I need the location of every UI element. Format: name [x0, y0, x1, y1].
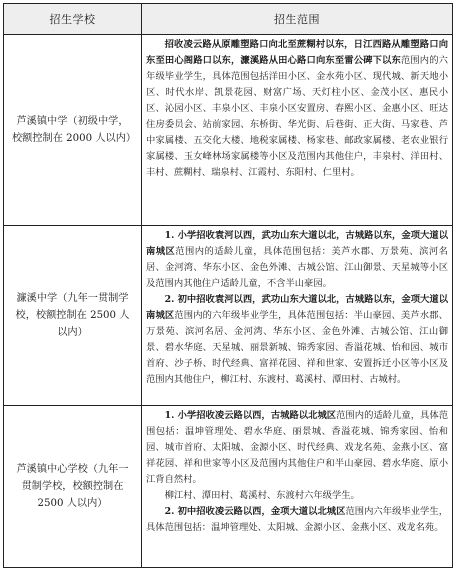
- range-text: 范围内的适龄儿童，具体范围包括：温坤管理处、碧水华庭、丽景城、香溢花城、锦秀家园、怡和园、城市首府、太阳城、金源小区、时代经典、戏龙名苑、金燕小区、富祥花园、祥和世家等小区及范围内其他住户和半山豪园、碧水华庭、原小江背自然村。: [146, 410, 448, 485]
- school-name: 芦溪镇中心学校（九年一贯制学校，校额控制在 2500 人以内）: [4, 406, 142, 568]
- school-name: 濂溪中学（九年一贯制学校，校额控制在 2500 人以内）: [4, 226, 142, 406]
- range-paragraph: [146, 228, 448, 292]
- enrollment-zone-table: [3, 3, 453, 568]
- range-paragraph: [146, 37, 448, 181]
- range-emphasis: 1. 小学招收凌云路以西，古城路以北城区: [164, 410, 337, 421]
- range-text: 柳江村、潭田村、葛溪村、东渡村六年级学生。: [164, 490, 360, 501]
- school-name: 芦溪镇中学（初级中学，校额控制在 2000 人以内）: [4, 35, 142, 226]
- header-school: 招生学校: [4, 4, 142, 35]
- table-row: [4, 226, 453, 406]
- range-emphasis: 2. 初中招收袁河以西，武功山东大道以北，古城路以东，金项大道以南城区: [146, 294, 448, 321]
- range-paragraph: [146, 408, 448, 488]
- range-text: 范围内的六年级毕业学生，具体范围包括洋田小区、金水苑小区、现代城、新天地小区、时代水岸、凯景花园、财富广场、天灯柱小区、金茂小区、惠民小区、沁园小区、丰泉小区、丰泉小区安置房、春熙小区、金惠小区、旺达住房委员会、站前家园、东桥街、华光街、后巷街、正大街、马家巷、芦中家属楼、五交化大楼、地税家属楼、杨家巷、邮政家属楼、老农业银行家属楼、玉女峰林场家属楼等小区及范围内其他住户，丰泉村、洋田村、丰村、蔗糊村、瑞泉村、江霞村、东阳村、仁里村。: [146, 55, 448, 178]
- range-paragraph: [146, 504, 448, 536]
- range-emphasis: 招收凌云路从原雕塑路口向北至蔗糊村以东，日江西路从雕塑路口向东至田心阁路口以东，濂溪路从田心路口向东至雷公碑下以东: [146, 39, 448, 66]
- range-text: 范围内的适龄儿童，具体范围包括：美芦水郡、万景苑、滨河名居、金河湾、华东小区、金色外滩、古城公馆、江山御景、天星城等小区及范围内其他住户适龄儿童，不含半山豪园。: [146, 246, 448, 289]
- enrollment-range: [142, 226, 453, 406]
- range-paragraph: [146, 292, 448, 388]
- range-emphasis: 2. 初中招收凌云路以西，金项大道以北城区: [164, 506, 346, 517]
- range-text: 范围内的六年级毕业学生，具体范围包括：半山豪园、美芦水郡、万景苑、滨河名居、金河湾、华东小区、金色外滩、古城公馆、江山御景、碧水华庭、天星城、丽景新城、锦秀家园、香溢花城、怡和园、城市首府、沙子桥、时代经典、富祥花园、祥和世家、安置拆迁小区等小区及范围内其他住户，柳江村、东渡村、葛溪村、潭田村、古城村。: [146, 310, 448, 385]
- range-paragraph: [146, 488, 448, 504]
- enrollment-range: [142, 406, 453, 568]
- table-row: [4, 406, 453, 568]
- header-range: 招生范围: [142, 4, 453, 35]
- range-text: 范围内六年级毕业学生，具体范围包括：温坤管理处、太阳城、金源小区、金燕小区、戏龙名苑。: [146, 506, 448, 533]
- range-emphasis: 1. 小学招收袁河以西，武功山东大道以北，古城路以东，金项大道以南城区: [146, 230, 448, 257]
- enrollment-range: [142, 35, 453, 226]
- header-row: [4, 4, 453, 35]
- table-row: [4, 35, 453, 226]
